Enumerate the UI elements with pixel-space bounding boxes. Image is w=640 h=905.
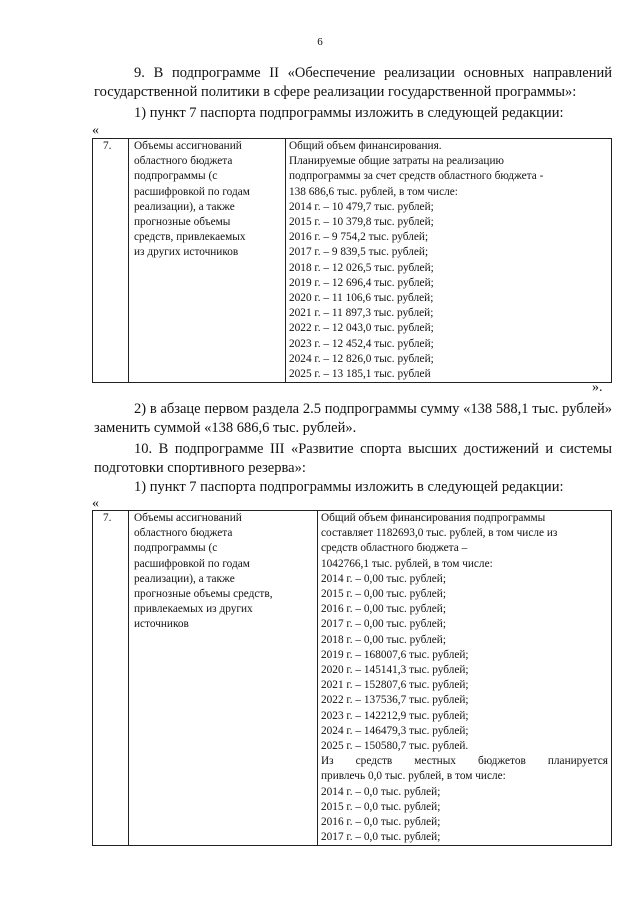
row-number: 7.: [93, 511, 129, 846]
label-line: подпрограммы (с: [134, 170, 218, 183]
content-line: Общий объем финансирования подпрограммы: [321, 512, 546, 524]
item10-open-quote: «: [92, 496, 99, 511]
content-line: 2022 г. – 12 043,0 тыс. рублей;: [289, 322, 434, 335]
content-line: 2014 г. – 0,00 тыс. рублей;: [321, 572, 446, 585]
label-line: Объемы ассигнований: [134, 512, 242, 524]
label-line: Объемы ассигнований: [134, 140, 242, 152]
content-line: 2016 г. – 0,00 тыс. рублей;: [321, 603, 446, 616]
content-line: 2015 г. – 0,00 тыс. рублей;: [321, 588, 446, 601]
content-line: 2021 г. – 152807,6 тыс. рублей;: [321, 679, 469, 692]
content-line: 2022 г. – 137536,7 тыс. рублей;: [321, 694, 469, 707]
content-line: 2025 г. – 150580,7 тыс. рублей.: [321, 740, 469, 753]
label-line: реализации), а также: [134, 200, 235, 213]
row-label-cell: [129, 139, 286, 383]
label-line: источников: [134, 618, 189, 631]
row-number: 7.: [93, 139, 129, 383]
page-number: 6: [317, 36, 323, 48]
content-line: 2016 г. – 0,0 тыс. рублей;: [321, 816, 441, 829]
word: местных: [414, 755, 456, 768]
label-line: областного бюджета: [134, 527, 233, 540]
passport-table-subprogram-3: [92, 510, 612, 846]
content-line: 2015 г. – 0,0 тыс. рублей;: [321, 800, 441, 813]
content-line: 2023 г. – 142212,9 тыс. рублей;: [321, 709, 469, 722]
label-line: привлекаемых из других: [134, 603, 253, 616]
content-line: средств областного бюджета –: [321, 542, 468, 555]
item10-intro: 10. В подпрограмме III «Развитие спорта высших достижений и системы подготовки спортивного резерва»:: [94, 441, 612, 476]
content-line: Общий объем финансирования.: [289, 140, 442, 152]
passport-table-subprogram-2: [92, 138, 612, 383]
content-line: привлечь 0,0 тыс. рублей, в том числе:: [321, 770, 506, 783]
content-line: 138 686,6 тыс. рублей, в том числе:: [289, 185, 458, 198]
table-row: [93, 511, 612, 846]
content-line: Планируемые общие затраты на реализацию: [289, 155, 504, 168]
row-label-cell: [129, 511, 318, 846]
content-line: 2025 г. – 13 185,1 тыс. рублей: [289, 368, 431, 381]
content-line: 2017 г. – 0,0 тыс. рублей;: [321, 831, 441, 844]
content-line: 2021 г. – 11 897,3 тыс. рублей;: [289, 307, 434, 320]
content-line: 2023 г. – 12 452,4 тыс. рублей;: [289, 337, 434, 350]
label-line: реализации), а также: [134, 572, 235, 585]
content-line: 2015 г. – 10 379,8 тыс. рублей;: [289, 216, 434, 229]
content-line: 2017 г. – 0,00 тыс. рублей;: [321, 618, 446, 631]
word: средств: [355, 755, 393, 768]
content-line: 2019 г. – 168007,6 тыс. рублей;: [321, 648, 469, 661]
content-line: 2014 г. – 10 479,7 тыс. рублей;: [289, 200, 434, 213]
item9-open-quote: «: [92, 123, 99, 138]
label-line: расшифровкой по годам: [134, 185, 250, 198]
label-line: средств, привлекаемых: [134, 231, 246, 244]
word: планируется: [547, 755, 608, 768]
word: бюджетов: [478, 755, 526, 768]
item9-intro: 9. В подпрограмме II «Обеспечение реализации основных направлений государственной политики в сфере реализации государственной программы»:: [94, 65, 612, 100]
content-line: 2016 г. – 9 754,2 тыс. рублей;: [289, 231, 429, 244]
word: Из: [321, 755, 334, 768]
content-line: составляет 1182693,0 тыс. рублей, в том числе из: [321, 527, 558, 540]
label-line: из других источников: [134, 246, 239, 259]
item9-sub2: 2) в абзаце первом раздела 2.5 подпрограммы сумму «138 588,1 тыс. рублей» заменить суммой «138 686,6 тыс. рублей».: [94, 401, 612, 436]
label-line: областного бюджета: [134, 155, 233, 168]
content-line: 2024 г. – 146479,3 тыс. рублей;: [321, 724, 469, 737]
content-line: 2014 г. – 0,0 тыс. рублей;: [321, 785, 441, 798]
item10-sub1: 1) пункт 7 паспорта подпрограммы изложить в следующей редакции:: [134, 479, 564, 495]
content-line: 2020 г. – 145141,3 тыс. рублей;: [321, 664, 469, 677]
row-content-cell: [318, 511, 612, 846]
content-line-local-budgets: [321, 754, 608, 769]
content-line: 2024 г. – 12 826,0 тыс. рублей;: [289, 352, 434, 365]
item9-close-quote: ».: [592, 380, 603, 395]
content-line: 2017 г. – 9 839,5 тыс. рублей;: [289, 246, 429, 259]
table-row: [93, 139, 612, 383]
content-line: подпрограммы за счет средств областного бюджета -: [289, 170, 544, 183]
label-line: прогнозные объемы: [134, 216, 231, 229]
content-line: 2018 г. – 0,00 тыс. рублей;: [321, 633, 446, 646]
content-line: 2020 г. – 11 106,6 тыс. рублей;: [289, 292, 434, 305]
content-line: 2018 г. – 12 026,5 тыс. рублей;: [289, 261, 434, 274]
label-line: прогнозные объемы средств,: [134, 588, 273, 601]
item9-sub1: 1) пункт 7 паспорта подпрограммы изложить в следующей редакции:: [134, 105, 564, 121]
content-line: 2019 г. – 12 696,4 тыс. рублей;: [289, 276, 434, 289]
content-line: 1042766,1 тыс. рублей, в том числе:: [321, 557, 493, 570]
label-line: подпрограммы (с: [134, 542, 218, 555]
label-line: расшифровкой по годам: [134, 557, 250, 570]
row-content-cell: [286, 139, 612, 383]
